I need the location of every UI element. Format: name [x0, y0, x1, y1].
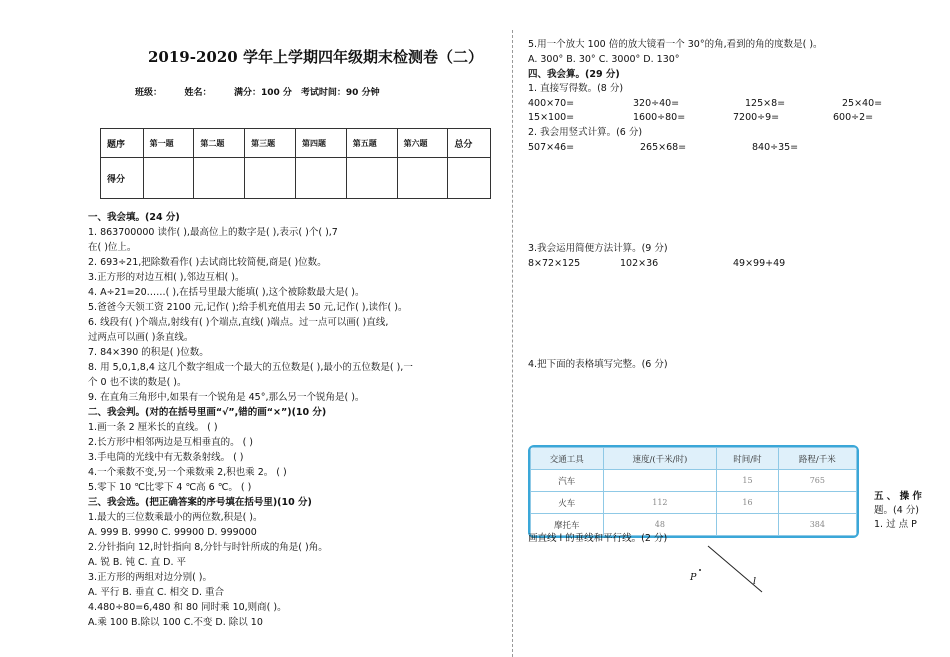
section-heading: 五 、 操 作	[874, 491, 922, 502]
calc-item: 15×100=	[528, 112, 575, 123]
question-line: 5.零下 10 ℃比零下 4 ℃高 6 ℃。 ( )	[88, 482, 252, 493]
geometry-figure	[680, 540, 790, 600]
option-line: A.乘 100 B.除以 100 C.不变 D. 除以 10	[88, 617, 263, 628]
question-line: 3.手电筒的光线中有无数条射线。 ( )	[88, 452, 244, 463]
exam-meta: 班级： 姓名： 满分：100 分 考试时间：90 分钟	[135, 88, 380, 98]
question-line: 8. 用 5,0,1,8,4 这几个数字组成一个最大的五位数是( ),最小的五位数是( ),一	[88, 362, 413, 373]
score-header-cell: 总分	[448, 129, 491, 158]
question-line: 4. A÷21=20……( ),在括号里最大能填( ),这个被除数最大是( )。	[88, 287, 365, 298]
table-cell: 48	[603, 514, 717, 536]
question-line: 个 0 也不读的数是( )。	[88, 377, 187, 388]
question-line: 3.正方形的对边互相( ),邻边互相( )。	[88, 272, 245, 283]
table-cell: 765	[778, 470, 856, 492]
score-cell[interactable]	[245, 158, 296, 199]
table-cell: 15	[717, 470, 779, 492]
subsection-heading: 3.我会运用简便方法计算。(9 分)	[528, 243, 668, 254]
score-table	[100, 128, 491, 199]
q5-line: 5.用一个放大 100 倍的放大镜看一个 30°的角,看到的角的度数是( )。	[528, 39, 823, 50]
score-header-cell: 第六题	[397, 129, 448, 158]
table-cell: 16	[717, 492, 779, 514]
question-line: 4.480÷80=6,480 和 80 同时乘 10,则商( )。	[88, 602, 287, 613]
question-line: 6. 线段有( )个端点,射线有( )个端点,直线( )端点。过一点可以画( )直线,	[88, 317, 389, 328]
table-cell: 摩托车	[531, 514, 604, 536]
table-cell[interactable]	[603, 470, 717, 492]
point-p	[699, 569, 701, 571]
score-header-cell: 第三题	[245, 129, 296, 158]
calc-item: 125×8=	[745, 98, 786, 109]
question-line: 1. 过 点 P	[874, 519, 917, 530]
question-line: 过两点可以画( )条直线。	[88, 332, 194, 343]
question-line: 2.分针指向 12,时针指向 8,分针与时针所成的角是( )角。	[88, 542, 328, 553]
score-cell[interactable]	[194, 158, 245, 199]
question-line: 1.画一条 2 厘米长的直线。 ( )	[88, 422, 218, 433]
table-header-cell: 速度/(千米/时)	[603, 448, 717, 470]
left-column	[88, 212, 498, 629]
table-header-cell: 时间/时	[717, 448, 779, 470]
question-line: 7. 84×390 的积是( )位数。	[88, 347, 209, 358]
question-line: 2. 693÷21,把除数看作( )去试商比较简便,商是( )位数。	[88, 257, 327, 268]
score-header-cell: 第一题	[143, 129, 194, 158]
question-line: 9. 在直角三角形中,如果有一个锐角是 45°,那么另一个锐角是( )。	[88, 392, 365, 403]
score-header-cell: 第四题	[295, 129, 346, 158]
score-row-label: 得分	[101, 158, 144, 199]
point-label: P	[690, 572, 697, 583]
table-cell: 384	[778, 514, 856, 536]
table-cell: 汽车	[531, 470, 604, 492]
calc-item: 320÷40=	[633, 98, 680, 109]
score-cell[interactable]	[143, 158, 194, 199]
calc-item: 25×40=	[842, 98, 883, 109]
travel-table	[528, 445, 859, 538]
score-cell[interactable]	[448, 158, 491, 199]
table-header-cell: 交通工具	[531, 448, 604, 470]
option-line: A. 999 B. 9990 C. 99900 D. 999000	[88, 527, 257, 538]
score-cell[interactable]	[397, 158, 448, 199]
question-line: 3.正方形的两组对边分别( )。	[88, 572, 212, 583]
option-line: A. 锐 B. 钝 C. 直 D. 平	[88, 557, 187, 568]
score-header-cell: 第二题	[194, 129, 245, 158]
simple-calc-item: 102×36	[620, 258, 659, 269]
calc-item: 7200÷9=	[733, 112, 780, 123]
question-line: 2.长方形中相邻两边是互相垂直的。 ( )	[88, 437, 254, 448]
simple-calc-item: 49×99+49	[733, 258, 786, 269]
score-header-cell: 题序	[101, 129, 144, 158]
option-line: A. 平行 B. 垂直 C. 相交 D. 重合	[88, 587, 225, 598]
subsection-heading: 4.把下面的表格填写完整。(6 分)	[528, 359, 668, 370]
calc-item: 400×70=	[528, 98, 575, 109]
section-heading: 二、我会判。(对的在括号里画“√”,错的画“×”)(10 分)	[88, 407, 327, 418]
table-cell: 火车	[531, 492, 604, 514]
table-cell[interactable]	[717, 514, 779, 536]
section-heading: 一、我会填。(24 分)	[88, 212, 180, 223]
section-heading: 四、我会算。(29 分)	[528, 69, 620, 80]
table-cell[interactable]	[778, 492, 856, 514]
q5-options: A. 300° B. 30° C. 3000° D. 130°	[528, 54, 680, 65]
line-label: l	[753, 576, 757, 587]
question-line: 在( )位上。	[88, 242, 137, 253]
score-header-cell: 第五题	[346, 129, 397, 158]
score-cell[interactable]	[295, 158, 346, 199]
column-divider	[512, 30, 513, 657]
question-line: 画直线 l 的垂线和平行线。(2 分)	[528, 533, 668, 544]
section-heading: 题。(4 分)	[874, 505, 919, 516]
subsection-heading: 2. 我会用竖式计算。(6 分)	[528, 127, 643, 138]
question-line: 5.爸爸今天领工资 2100 元,记作( );给手机充值用去 50 元,记作( ),读作( )。	[88, 302, 408, 313]
calc-item: 600÷2=	[833, 112, 874, 123]
simple-calc-item: 8×72×125	[528, 258, 581, 269]
question-line: 1. 863700000 读作( ),最高位上的数字是( ),表示( )个( ),7	[88, 227, 338, 238]
subsection-heading: 1. 直接写得数。(8 分)	[528, 83, 624, 94]
score-cell[interactable]	[346, 158, 397, 199]
vertical-calc-item: 840÷35=	[752, 142, 799, 153]
page-title: 2019-2020 学年上学期四年级期末检测卷（二）	[148, 48, 483, 66]
section-heading: 三、我会选。(把正确答案的序号填在括号里)(10 分)	[88, 497, 312, 508]
vertical-calc-item: 507×46=	[528, 142, 575, 153]
calc-item: 1600÷80=	[633, 112, 686, 123]
question-line: 4.一个乘数不变,另一个乘数乘 2,积也乘 2。 ( )	[88, 467, 287, 478]
vertical-calc-item: 265×68=	[640, 142, 687, 153]
question-line: 1.最大的三位数乘最小的两位数,积是( )。	[88, 512, 263, 523]
table-cell: 112	[603, 492, 717, 514]
table-header-cell: 路程/千米	[778, 448, 856, 470]
